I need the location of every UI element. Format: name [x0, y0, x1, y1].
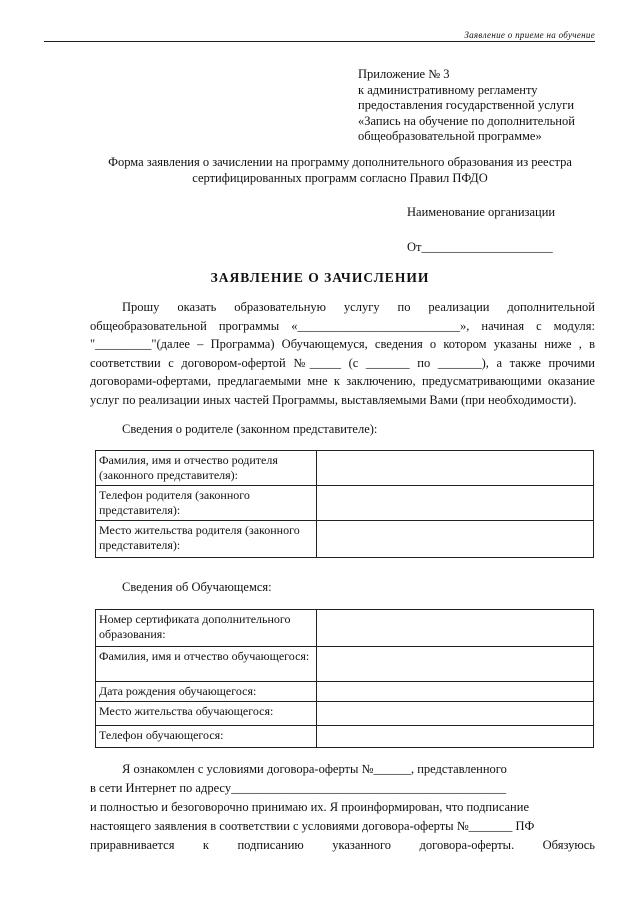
- acknowledgement-line: приравнивается к подписанию указанного договора-оферты. Обязуюсь: [90, 838, 595, 852]
- appendix-line: «Запись на обучение по дополнительной: [358, 113, 575, 128]
- acknowledgement-paragraph: [90, 760, 595, 855]
- table-row: [96, 486, 594, 521]
- table-row: [96, 647, 594, 682]
- acknowledgement-line: в сети Интернет по адресу____________________________________________: [90, 781, 507, 795]
- acknowledgement-line: настоящего заявления в соответствии с условиями договора-оферты №_______ ПФ: [90, 819, 535, 833]
- acknowledgement-line: и полностью и безоговорочно принимаю их. Я проинформирован, что подписание: [90, 800, 529, 814]
- student-name-label: Фамилия, имя и отчество обучающегося:: [96, 647, 317, 682]
- table-row: [96, 610, 594, 647]
- birth-date-label: Дата рождения обучающегося:: [96, 682, 317, 702]
- parent-address-field[interactable]: [317, 521, 594, 558]
- certificate-number-label: Номер сертификата дополнительного образования:: [96, 610, 317, 647]
- parent-name-field[interactable]: [317, 451, 594, 486]
- organization-name-label: Наименование организации: [407, 205, 556, 219]
- appendix-line: предоставления государственной услуги: [358, 98, 575, 112]
- running-header: Заявление о приеме на обучение: [44, 31, 595, 42]
- from-field: От_____________________: [407, 240, 553, 254]
- student-address-field[interactable]: [317, 702, 594, 726]
- table-row: [96, 521, 594, 558]
- appendix-line: к административному регламенту: [358, 82, 538, 97]
- parent-phone-label: Телефон родителя (законного представителя):: [96, 486, 317, 521]
- appendix-line: Приложение № 3: [358, 67, 450, 81]
- certificate-number-field[interactable]: [317, 610, 594, 647]
- request-paragraph-text: Прошу оказать образовательную услугу по реализации дополнительной общеобразовательной программы «__________________________», начиная с модуля: "_________"(далее – Программа) Обучающемуся, сведения о котором указаны ниже , в соответствии с договором-офертой №_____ (с _______ по _______), а также прочими договорами-офертами, предлагаемыми мне к заключению, предусматривающими оказание услуг по реализации иных частей Программы, выставляемыми Вами (при необходимости).: [90, 300, 595, 407]
- parent-name-label: Фамилия, имя и отчество родителя (законного представителя):: [96, 451, 317, 486]
- document-title: ЗАЯВЛЕНИЕ О ЗАЧИСЛЕНИИ: [210, 270, 430, 285]
- birth-date-field[interactable]: [317, 682, 594, 702]
- student-section-label: Сведения об Обучающемся:: [122, 580, 272, 594]
- parent-info-table: [95, 450, 594, 558]
- form-title: Форма заявления о зачислении на программу дополнительного образования из реестра сертифицированных программ согласно Правил ПФДО: [108, 155, 572, 185]
- acknowledgement-line: Я ознакомлен с условиями договора-оферты №______, представленного: [122, 762, 507, 776]
- student-name-field[interactable]: [317, 647, 594, 682]
- student-phone-label: Телефон обучающегося:: [96, 726, 317, 748]
- student-address-label: Место жительства обучающегося:: [96, 702, 317, 726]
- student-phone-field[interactable]: [317, 726, 594, 748]
- parent-address-label: Место жительства родителя (законного представителя):: [96, 521, 317, 558]
- table-row: [96, 702, 594, 726]
- table-row: [96, 682, 594, 702]
- appendix-line: общеобразовательной программе»: [358, 129, 542, 143]
- parent-section-label: Сведения о родителе (законном представителе):: [122, 422, 378, 436]
- student-info-table: [95, 609, 594, 748]
- table-row: [96, 451, 594, 486]
- parent-phone-field[interactable]: [317, 486, 594, 521]
- appendix-block: [358, 67, 598, 145]
- request-paragraph: [90, 298, 595, 409]
- table-row: [96, 726, 594, 748]
